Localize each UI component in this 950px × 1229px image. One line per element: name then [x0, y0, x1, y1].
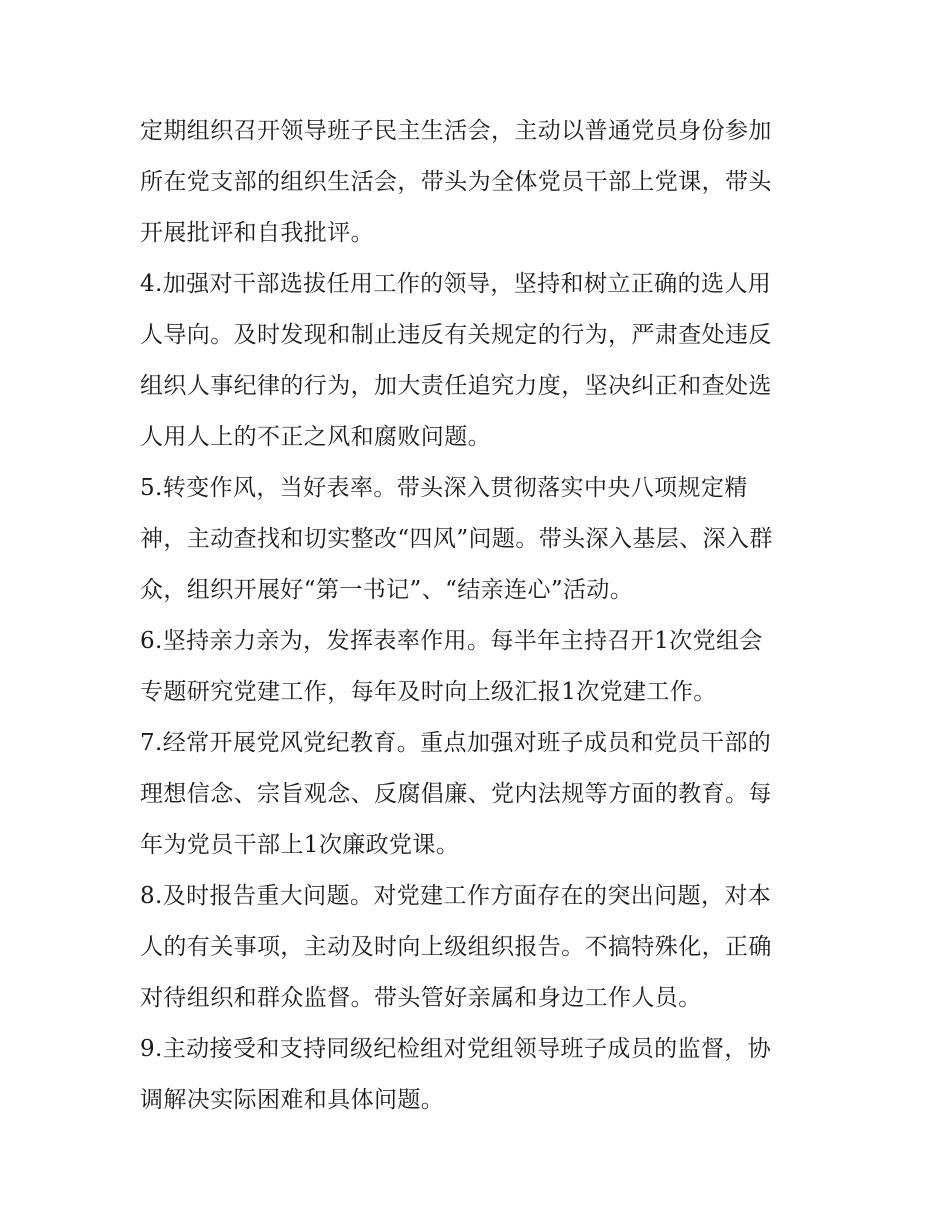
- text-line: 开展批评和自我批评。: [140, 220, 374, 246]
- text-line: 6.坚持亲力亲为，发挥表率作用。每半年主持召开1次党组会: [140, 628, 763, 654]
- text-line: 人的有关事项，主动及时向上级组织报告。不搞特殊化，正确: [140, 934, 772, 960]
- text-line: 人用人上的不正之风和腐败问题。: [140, 424, 491, 450]
- text-line: 理想信念、宗旨观念、反腐倡廉、党内法规等方面的教育。每: [140, 781, 772, 807]
- text-line: 9.主动接受和支持同级纪检组对党组领导班子成员的监督，协: [140, 1036, 772, 1062]
- text-line: 人导向。及时发现和制止违反有关规定的行为，严肃查处违反: [140, 322, 772, 348]
- text-line: 调解决实际困难和具体问题。: [140, 1087, 445, 1113]
- text-line: 众，组织开展好“第一书记”、“结亲连心”活动。: [140, 577, 634, 603]
- document-body: [140, 106, 820, 1126]
- text-line: 组织人事纪律的行为，加大责任追究力度，坚决纠正和查处选: [140, 373, 772, 399]
- text-line: 7.经常开展党风党纪教育。重点加强对班子成员和党员干部的: [140, 730, 772, 756]
- text-line: 神，主动查找和切实整改“四风”问题。带头深入基层、深入群: [140, 526, 773, 552]
- text-line: 所在党支部的组织生活会，带头为全体党员干部上党课，带头: [140, 169, 772, 195]
- text-line: 对待组织和群众监督。带头管好亲属和身边工作人员。: [140, 985, 702, 1011]
- text-line: 定期组织召开领导班子民主生活会，主动以普通党员身份参加: [140, 118, 772, 144]
- text-line: 8.及时报告重大问题。对党建工作方面存在的突出问题，对本: [140, 883, 772, 909]
- text-line: 年为党员干部上1次廉政党课。: [140, 832, 460, 858]
- text-line: 5.转变作风，当好表率。带头深入贯彻落实中央八项规定精: [140, 475, 748, 501]
- text-line: 专题研究党建工作，每年及时向上级汇报1次党建工作。: [140, 679, 717, 705]
- text-line: 4.加强对干部选拔任用工作的领导，坚持和树立正确的选人用: [140, 271, 772, 297]
